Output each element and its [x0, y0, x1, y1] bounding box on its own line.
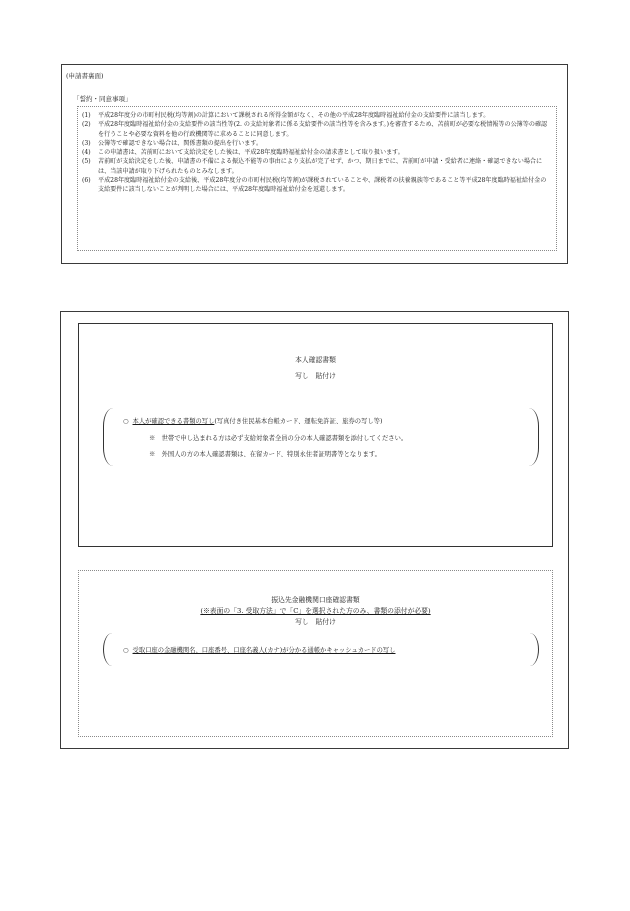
bank-requirement-item: ○ 受取口座の金融機関名、口座番号、口座名義人(カナ)が分かる通帳かキャッシュカードの写し: [123, 647, 396, 654]
term-item: (4) この申請書は、苫前町において支給決定をした後は、平成28年度臨時福祉給付金の請求書として取り扱います。: [82, 149, 404, 157]
id-document-title: 本人確認書類: [295, 356, 336, 364]
term-item: (5) 苫前町が支給決定をした後、申請書の不備による振込不能等の事由により支払が完了せず、かつ、期日までに、苫前町が申請・受給者に連絡・確認できない場合には、当該申請が取り下げられたものとみなします。: [82, 158, 543, 175]
term-item: (3) 公簿等で確認できない場合は、関係書類の提出を行います。: [82, 139, 263, 147]
term-item: (6) 平成28年度臨時福祉給付金の支給後、平成28年度分の市町村民税(均等割)が課税されていることや、課税者の扶養親族等であること等平成28年度臨時福祉給付金の支給要件に該当しないことが判明した場合には、平成28年度臨時福祉給付金を返還します。: [82, 177, 547, 194]
page-side-label: (申請書裏面): [66, 72, 104, 80]
attachment-section: [60, 311, 569, 749]
section-title: 「誓約・同意事項」: [73, 95, 132, 103]
terms-list: [77, 106, 557, 251]
id-document-paste-area[interactable]: [78, 323, 553, 547]
id-document-subtitle: 写し 貼付け: [295, 372, 336, 380]
term-item: (1) 平成28年度分の市町村民税(均等割)の計算において課税される所得金額がなく、その他の平成28年度臨時福祉給付金の支給要件に該当します。: [82, 112, 490, 119]
bank-document-note: (※表面の「3. 受取方法」で「C」を選択された方のみ、書類の添付が必要): [200, 607, 431, 615]
id-note-foreigner: ※ 外国人の方の本人確認書類は、在留カード、特別永住者証明書等となります。: [149, 451, 381, 458]
bank-document-subtitle: 写し 貼付け: [295, 618, 336, 626]
id-note-household: ※ 世帯で申し込まれる方は必ず支給対象者全員の分の本人確認書類を添付してください。: [149, 435, 408, 442]
bank-document-paste-area[interactable]: [78, 570, 553, 737]
id-requirement-item: ○ 本人が確認できる書類の写し(写真付き住民基本台帳カード、運転免許証、旅券の写し等): [123, 418, 383, 425]
consent-section: [61, 64, 568, 264]
term-item: (2) 平成28年度臨時福祉給付金の支給要件の該当性等(2. の支給対象者に係る支給要件の該当性等を含みます。)を審査するため、苫前町が必要な税情報等の公簿等の確認を行うことや必要な資料を他の行政機関等に求めることに同意します。: [82, 121, 548, 138]
bank-document-title: 振込先金融機関口座確認書類: [271, 596, 360, 604]
